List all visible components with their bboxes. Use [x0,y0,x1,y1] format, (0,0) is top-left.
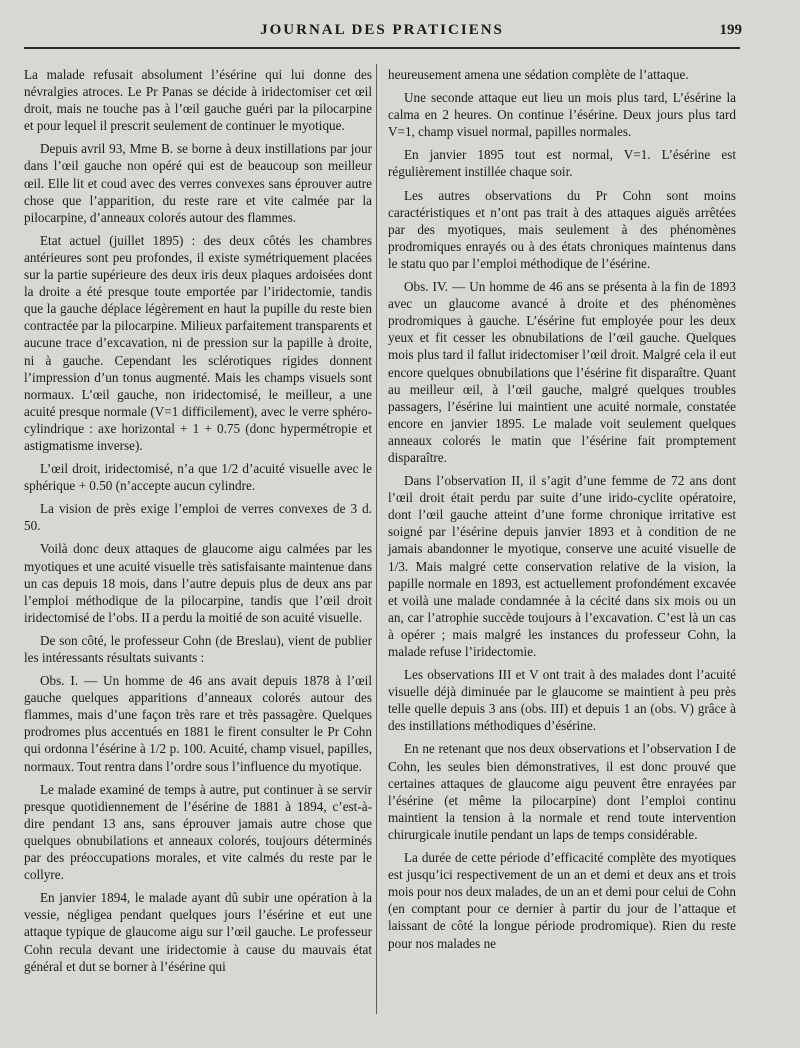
paragraph: Obs. IV. — Un homme de 46 ans se présenta à la fin de 1893 avec un glaucome avancé à droite et des phénomènes prodromiques à gauche. L’ésérine fut employée pour les deux yeux et fit cesser les obnubilations de l’œil gauche. Quelques mois plus tard il fallut iridectomiser l’œil droit. Malgré cela il eut encore quelques obnubilations que l’ésérine fit disparaître. Quant au meilleur œil, à l’œil gauche, malgré quelques troubles passagers, l’ésérine lui maintient une acuité normale, constatée encore en janvier 1895. Le malade voit seulement quelques anneaux colorés le matin que l’ésérine fait promptement disparaître. [388,279,736,465]
left-column [24,66,372,981]
paragraph: Obs. I. — Un homme de 46 ans avait depuis 1878 à l’œil gauche quelques apparitions d’anneaux colorés autour des flammes, mais d’une façon très rare et très passagère. Quelques prodromes plus accentués en 1881 le firent consulter le Pr Cohn qui ordonna l’ésérine à 1/2 p. 100. Acuité, champ visuel, papilles, normaux. Tout rentra dans l’ordre sous l’influence du myotique. [24,673,372,774]
paragraph: De son côté, le professeur Cohn (de Breslau), vient de publier les intéressants résultats suivants : [24,632,372,665]
paragraph: Depuis avril 93, Mme B. se borne à deux instillations par jour dans l’œil gauche non opéré qui est de beaucoup son meilleur œil. Elle lit et coud avec des verres convexes sans éprouver autre chose que l’apparition, du reste rare et vite calmée par la pilocarpine, d’anneaux colorés autour des flammes. [24,141,372,225]
paragraph: La durée de cette période d’efficacité complète des myotiques est jusqu’ici respectivement de un an et demi et deux ans et trois mois pour nos deux malades, de un an et demi pour celui de Cohn (en comptant pour ce dernier à partir du jour de l’attaque et laissant de côté la longue période prodromique). Rien du reste pour nos malades ne [388,850,736,951]
paragraph: Une seconde attaque eut lieu un mois plus tard, L’ésérine la calma en 2 heures. On continue l’ésérine. Deux jours plus tard V=1, champ visuel normal, papilles normales. [388,90,736,140]
running-title: JOURNAL DES PRATICIENS [260,22,504,38]
paragraph: Voilà donc deux attaques de glaucome aigu calmées par les myotiques et une acuité visuelle très satisfaisante maintenue dans un cas depuis 18 mois, dans l’autre depuis plus de deux ans par l’emploi méthodique de la pilocarpine, tandis que l’œil droit iridectomisé de l’obs. II a perdu la moitié de son acuité visuelle. [24,541,372,625]
paragraph: En ne retenant que nos deux observations et l’observation I de Cohn, les seules bien démonstratives, il est donc prouvé que certaines attaques de glaucome aigu peuvent être enrayées par l’ésérine (et même la pilocarpine) dont l’emploi continu maintient la tension à la normale et rend toute intervention chirurgicale inutile pendant un laps de temps considérable. [388,741,736,842]
paragraph: heureusement amena une sédation complète de l’attaque. [388,67,689,82]
paragraph: Les observations III et V ont trait à des malades dont l’acuité visuelle déjà diminuée par le glaucome se maintient à peu près telle quelle depuis 3 ans (obs. III) et depuis 1 an (obs. V) grâce à des instillations méthodiques d’ésérine. [388,667,736,734]
column-divider [376,64,377,1014]
paragraph: Etat actuel (juillet 1895) : des deux côtés les chambres antérieures sont peu profondes, il existe symétriquement placées sur la partie supérieure des deux iris deux plaques ardoisées dont la droite a été presque toute emportée par l’iridectomie, tandis que la gauche déplace légèrement en haut la pupille du reste bien contractée par la pilocarpine. Milieux parfaitement transparents et aucune trace d’excavation, ni de pression sur la papille à droite, ni à gauche. Cependant les sclérotiques rigides donnent l’impression d’un tonus augmenté. Mais les champs visuels sont normaux. L’œil gauche, non iridectomisé, le meilleur, a une acuité presque normale (V=1 difficilement), avec le verre sphéro-cylindrique : axe horizontal + 1 + 0.75 (donc hypermétropie et astigmatisme inverse). [24,232,372,453]
paragraph: La vision de près exige l’emploi de verres convexes de 3 d. 50. [24,501,372,534]
page-number: 199 [719,22,742,38]
right-column [388,66,736,958]
header-rule [24,47,740,49]
page-header [26,22,742,42]
paragraph: La malade refusait absolument l’ésérine qui lui donne des névralgies atroces. Le Pr Panas se décide à iridectomiser cet œil droit, mais ne touche pas à l’œil gauche guéri par la pilocarpine et pour lequel il prescrit seulement de continuer le myotique. [24,67,372,134]
paragraph: Le malade examiné de temps à autre, put continuer à se servir presque quotidiennement de l’ésérine de 1881 à 1894, c’est-à-dire pendant 13 ans, sans éprouver jamais autre chose que quelques obnubilations et anneaux colorés, toujours déterminés par des préoccupations morales, et vite calmés du reste par le collyre. [24,781,372,883]
paragraph: En janvier 1895 tout est normal, V=1. L’ésérine est régulièrement instillée chaque soir. [388,147,736,180]
paragraph: En janvier 1894, le malade ayant dû subir une opération à la vessie, négligea pendant quelques jours l’ésérine et eut une attaque typique de glaucome aigu sur l’œil gauche. Le professeur Cohn recula devant une iridectomie à cause du mauvais état général et dut se borner à l’ésérine qui [24,890,372,974]
paragraph: Les autres observations du Pr Cohn sont moins caractéristiques et n’ont pas trait à des attaques aiguës arrêtées par des myotiques, mais seulement à des phénomènes prodromiques enrayés ou à des états chroniques maintenus dans le statu quo par l’emploi méthodique de l’ésérine. [388,187,736,271]
paragraph: Dans l’observation II, il s’agit d’une femme de 72 ans dont l’œil droit était perdu par suite d’une irido-cyclite opératoire, dont l’œil gauche atteint d’une forme chronique irritative est soigné par l’ésérine depuis janvier 1893 et à condition de ne jamais abandonner le myotique, conserve une acuité visuelle de 1/3. Mais malgré cette conservation relative de la vision, la papille normale en 1893, est actuellement profondément excavée et voilà une malade condamnée à la cécité dans six mois ou un an, car l’atrophie succède toujours à l’excavation. C’est là un cas à opérer ; mais malgré les instances du professeur Cohn, la malade refuse l’iridectomie. [388,473,736,659]
paragraph: L’œil droit, iridectomisé, n’a que 1/2 d’acuité visuelle avec le sphérique + 0.50 (n’accepte aucun cylindre. [24,461,372,494]
